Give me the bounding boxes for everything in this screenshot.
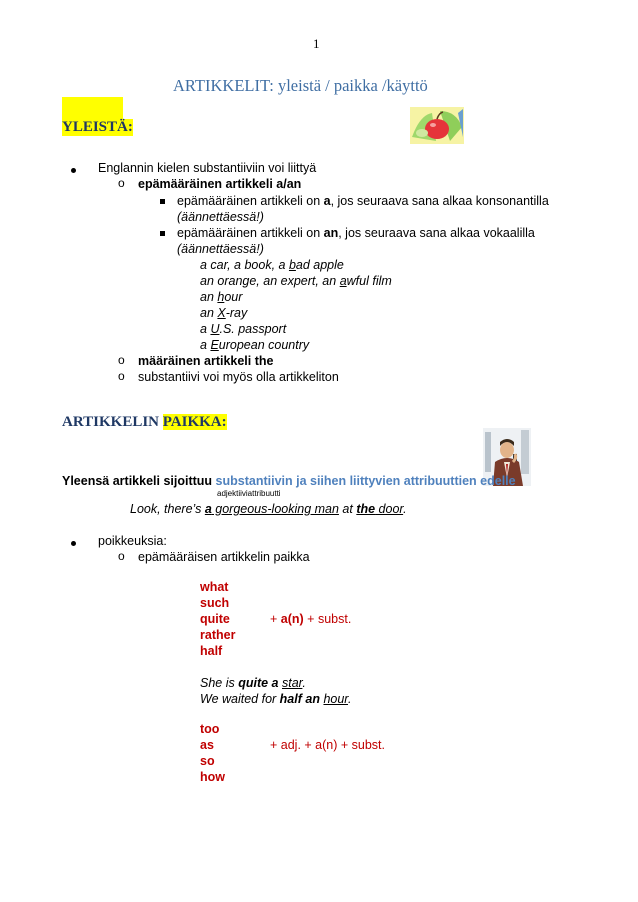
- sub-item-zero-article: substantiivi voi myös olla artikkeliton: [138, 370, 339, 384]
- bullet-icon: [71, 168, 76, 173]
- square-bullet-icon: [160, 199, 165, 204]
- example-line: an orange, an expert, an awful film: [200, 274, 392, 288]
- circle-bullet-icon: o: [118, 549, 125, 563]
- exceptions-sub: epämääräisen artikkelin paikka: [138, 550, 310, 564]
- rule-a-note: (äännettäessä!): [177, 210, 264, 224]
- section-heading-yleista: YLEISTÄ:: [62, 119, 133, 135]
- bullet-icon: [71, 541, 76, 546]
- circle-bullet-icon: o: [118, 176, 125, 190]
- section-heading-paikka: ARTIKKELIN PAIKKA:: [62, 414, 227, 430]
- circle-bullet-icon: o: [118, 369, 125, 383]
- word-list-item: such: [200, 596, 230, 610]
- word-list-item: so: [200, 754, 215, 768]
- word-list-item: what: [200, 580, 229, 594]
- example-line: an X-ray: [200, 306, 248, 320]
- word-list-item: too: [200, 722, 220, 736]
- example-sentence: Look, there’s a gorgeous-looking man at the door.: [130, 502, 407, 516]
- example-sentence-quite: She is quite a star.: [200, 676, 306, 690]
- rule-an-line: epämääräinen artikkeli on an, jos seuraava sana alkaa vokaalilla: [177, 226, 535, 240]
- word-list-item: half: [200, 644, 223, 658]
- formula-2: + adj. + a(n) + subst.: [270, 738, 385, 752]
- word-list-item: how: [200, 770, 225, 784]
- square-bullet-icon: [160, 231, 165, 236]
- example-line: a European country: [200, 338, 310, 352]
- exceptions-label: poikkeuksia:: [98, 534, 167, 548]
- rule-an-note: (äännettäessä!): [177, 242, 264, 256]
- example-sentence-half: We waited for half an hour.: [200, 692, 352, 706]
- yleista-bullet-text: Englannin kielen substantiiviin voi liittyä: [98, 161, 317, 175]
- circle-bullet-icon: o: [118, 353, 125, 367]
- highlight-box: [62, 97, 123, 119]
- example-line: a car, a book, a bad apple: [200, 258, 344, 272]
- attribute-note: adjektiiviattribuutti: [217, 489, 281, 498]
- rule-a-line: epämääräinen artikkeli on a, jos seuraava sana alkaa konsonantilla: [177, 194, 549, 208]
- page-title: ARTIKKELIT: yleistä / paikka /käyttö: [173, 76, 428, 95]
- example-line: a U.S. passport: [200, 322, 287, 336]
- sub-item-indefinite: epämääräinen artikkeli a/an: [138, 177, 302, 191]
- word-list-item: rather: [200, 628, 236, 642]
- example-line: an hour: [200, 290, 243, 304]
- general-rule-line: Yleensä artikkeli sijoittuu substantiivin ja siihen liittyvien attribuuttien edelle: [62, 474, 516, 488]
- formula-1: + a(n) + subst.: [270, 612, 352, 626]
- apple-clipart-icon: [410, 107, 464, 144]
- word-list-item: quite: [200, 612, 230, 626]
- word-list-item: as: [200, 738, 214, 752]
- page-number: 1: [313, 36, 320, 51]
- sub-item-definite: määräinen artikkeli the: [138, 354, 274, 368]
